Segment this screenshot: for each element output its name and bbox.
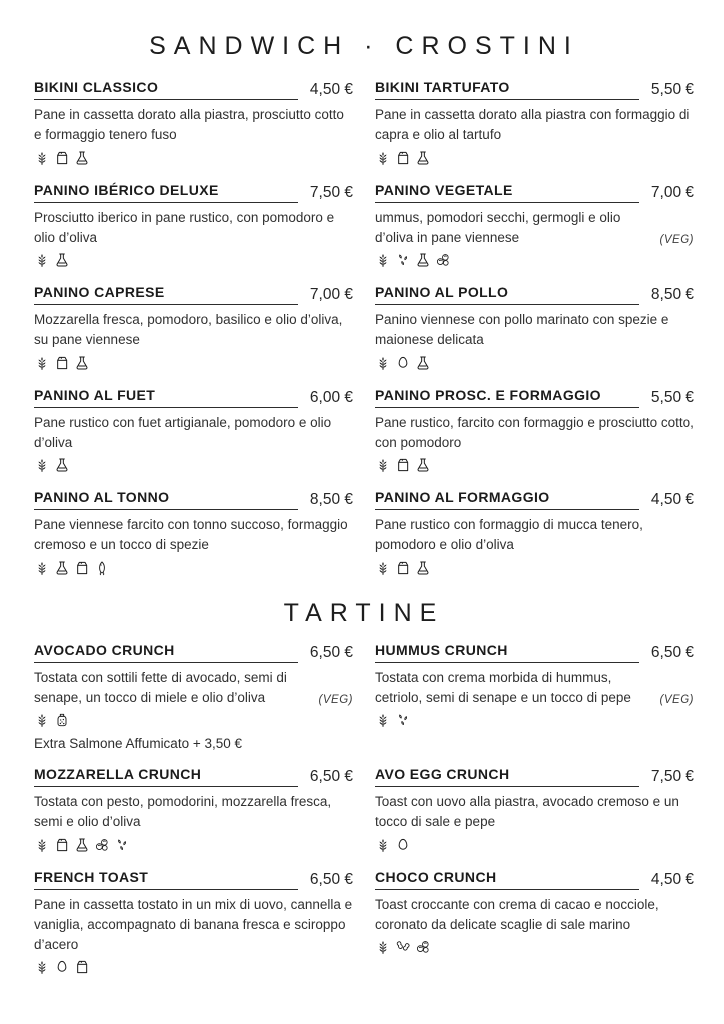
- allergen-icons: [375, 836, 694, 854]
- gluten-icon: [375, 457, 391, 473]
- nuts-icon: [415, 939, 431, 955]
- menu-item-panino-caprese: [34, 284, 353, 372]
- item-title: PANINO AL FORMAGGIO: [375, 489, 639, 510]
- item-title: AVO EGG CRUNCH: [375, 766, 639, 787]
- sesame-icon: [395, 712, 411, 728]
- item-price: 8,50 €: [309, 491, 353, 508]
- veg-badge: (VEG): [318, 694, 353, 706]
- item-title: PANINO IBÉRICO DELUXE: [34, 182, 298, 203]
- item-title: CHOCO CRUNCH: [375, 869, 639, 890]
- item-price: 6,50 €: [309, 643, 353, 661]
- item-price: 4,50 €: [650, 491, 694, 508]
- menu-item-bikini-classico: [34, 79, 353, 167]
- menu-item-bikini-tartufato: [375, 79, 694, 167]
- allergen-icons: [34, 251, 353, 269]
- allergen-icons: [34, 836, 353, 854]
- allergen-icons: [375, 149, 694, 167]
- item-header: [34, 182, 353, 203]
- allergen-icons: [375, 456, 694, 474]
- item-header: [375, 766, 694, 787]
- item-header: [375, 79, 694, 100]
- item-price: 7,50 €: [650, 768, 694, 785]
- item-title: MOZZARELLA CRUNCH: [34, 766, 298, 787]
- item-price: 4,50 €: [309, 81, 353, 98]
- gluten-icon: [375, 560, 391, 576]
- menu-item-panino-al-pollo: [375, 284, 694, 372]
- allergen-icons: [34, 711, 353, 729]
- item-title: PANINO AL TONNO: [34, 489, 298, 510]
- menu-item-mozzarella-crunch: [34, 766, 353, 854]
- allergen-icons: [375, 711, 694, 729]
- item-price: 6,00 €: [309, 388, 353, 406]
- allergen-icons: [375, 251, 694, 269]
- item-description: Pane viennese farcito con tonno succoso, formaggio cremoso e un tocco di spezie: [34, 517, 348, 553]
- item-description: Toast con uovo alla piastra, avocado cremoso e un tocco di sale e pepe: [375, 794, 679, 830]
- item-title: PANINO VEGETALE: [375, 182, 639, 203]
- menu-item-avocado-crunch: [34, 642, 353, 752]
- item-title: BIKINI CLASSICO: [34, 79, 298, 100]
- gluten-icon: [375, 252, 391, 268]
- item-header: [375, 387, 694, 408]
- item-header: [375, 182, 694, 203]
- item-description: Tostata con sottili fette di avocado, semi di senape, un tocco di miele e olio d’oliva: [34, 669, 287, 705]
- sulfites-icon: [415, 150, 431, 166]
- item-description: Tostata con crema morbida di hummus, cetriolo, semi di senape e un tocco di pepe: [375, 669, 631, 705]
- item-description: Prosciutto iberico in pane rustico, con pomodoro e olio d’oliva: [34, 209, 335, 245]
- gluten-icon: [375, 939, 391, 955]
- gluten-icon: [34, 252, 50, 268]
- gluten-icon: [375, 150, 391, 166]
- gluten-icon: [34, 959, 50, 975]
- item-title: PANINO CAPRESE: [34, 284, 298, 305]
- item-price: 5,50 €: [650, 388, 694, 406]
- menu-item-hummus-crunch: [375, 642, 694, 752]
- gluten-icon: [34, 837, 50, 853]
- item-price: 5,50 €: [650, 81, 694, 98]
- menu-item-panino-prosc-e-formaggio: [375, 387, 694, 475]
- allergen-icons: [34, 354, 353, 372]
- item-title: FRENCH TOAST: [34, 869, 298, 890]
- dairy-icon: [395, 457, 411, 473]
- item-description: Toast croccante con crema di cacao e nocciole, coronato da delicate scaglie di sale marino: [375, 896, 659, 932]
- item-price: 4,50 €: [650, 870, 694, 888]
- item-header: [375, 642, 694, 663]
- menu-item-choco-crunch: [375, 869, 694, 977]
- sulfites-icon: [415, 355, 431, 371]
- allergen-icons: [34, 456, 353, 474]
- egg-icon: [395, 355, 411, 371]
- dairy-icon: [54, 837, 70, 853]
- item-title: AVOCADO CRUNCH: [34, 642, 298, 663]
- menu-item-panino-al-fuet: [34, 387, 353, 475]
- item-description: ummus, pomodori secchi, germogli e olio d’oliva in pane viennese: [375, 209, 621, 245]
- item-price: 6,50 €: [309, 870, 353, 888]
- item-title: BIKINI TARTUFATO: [375, 79, 639, 100]
- sulfites-icon: [74, 355, 90, 371]
- menu-item-french-toast: [34, 869, 353, 977]
- item-price: 7,00 €: [309, 286, 353, 303]
- allergen-icons: [34, 559, 353, 577]
- item-description: Pane rustico con formaggio di mucca tenero, pomodoro e olio d’oliva: [375, 517, 643, 553]
- sulfites-icon: [54, 457, 70, 473]
- veg-badge: (VEG): [659, 234, 694, 246]
- item-header: [34, 766, 353, 787]
- item-title: PANINO PROSC. E FORMAGGIO: [375, 387, 639, 408]
- nuts-icon: [435, 252, 451, 268]
- extra-note: Extra Salmone Affumicato + 3,50 €: [34, 736, 242, 751]
- item-header: [375, 284, 694, 305]
- sulfites-icon: [415, 560, 431, 576]
- gluten-icon: [375, 712, 391, 728]
- dairy-icon: [54, 150, 70, 166]
- item-header: [34, 284, 353, 305]
- tartine-grid: [34, 642, 694, 977]
- nuts-icon: [94, 837, 110, 853]
- item-price: 8,50 €: [650, 286, 694, 303]
- menu-item-panino-al-tonno: [34, 489, 353, 577]
- gluten-icon: [375, 355, 391, 371]
- item-price: 7,00 €: [650, 183, 694, 201]
- gluten-icon: [34, 560, 50, 576]
- item-header: [34, 387, 353, 408]
- item-price: 6,50 €: [309, 768, 353, 785]
- item-title: HUMMUS CRUNCH: [375, 642, 639, 663]
- allergen-icons: [34, 149, 353, 167]
- peanuts-icon: [395, 939, 411, 955]
- item-description: Panino viennese con pollo marinato con spezie e maionese delicata: [375, 312, 669, 348]
- sulfites-icon: [74, 150, 90, 166]
- item-description: Pane rustico, farcito con formaggio e prosciutto cotto, con pomodoro: [375, 414, 694, 450]
- item-title: PANINO AL POLLO: [375, 284, 639, 305]
- item-header: [34, 79, 353, 100]
- fish-icon: [94, 560, 110, 576]
- gluten-icon: [34, 712, 50, 728]
- item-header: [375, 869, 694, 890]
- menu-item-panino-iberico-deluxe: [34, 182, 353, 270]
- gluten-icon: [375, 837, 391, 853]
- item-description: Pane rustico con fuet artigianale, pomodoro e olio d’oliva: [34, 414, 332, 450]
- gluten-icon: [34, 150, 50, 166]
- sulfites-icon: [415, 252, 431, 268]
- menu-item-panino-al-formaggio: [375, 489, 694, 577]
- item-price: 6,50 €: [650, 643, 694, 661]
- item-description: Pane in cassetta dorato alla piastra, prosciutto cotto e formaggio tenero fuso: [34, 107, 344, 143]
- menu-item-avo-egg-crunch: [375, 766, 694, 854]
- gluten-icon: [34, 355, 50, 371]
- section-title-tartine: TARTINE: [283, 598, 445, 627]
- item-description: Mozzarella fresca, pomodoro, basilico e olio d’oliva, su pane viennese: [34, 312, 343, 348]
- item-price: 7,50 €: [309, 183, 353, 201]
- sulfites-icon: [74, 837, 90, 853]
- item-header: [34, 869, 353, 890]
- sulfites-icon: [415, 457, 431, 473]
- allergen-icons: [375, 354, 694, 372]
- veg-badge: (VEG): [659, 694, 694, 706]
- sulfites-icon: [54, 560, 70, 576]
- mustard-icon: [54, 712, 70, 728]
- item-header: [375, 489, 694, 510]
- menu-item-panino-vegetale: [375, 182, 694, 270]
- dairy-icon: [74, 560, 90, 576]
- egg-icon: [395, 837, 411, 853]
- item-header: [34, 642, 353, 663]
- dairy-icon: [74, 959, 90, 975]
- sesame-icon: [114, 837, 130, 853]
- item-title: PANINO AL FUET: [34, 387, 298, 408]
- item-description: Pane in cassetta dorato alla piastra con formaggio di capra e olio al tartufo: [375, 107, 690, 143]
- item-description: Pane in cassetta tostato in un mix di uovo, cannella e vaniglia, accompagnato di banana fresca e sciroppo d’acero: [34, 896, 353, 952]
- dairy-icon: [395, 150, 411, 166]
- allergen-icons: [375, 559, 694, 577]
- sandwich-crostini-grid: [34, 79, 694, 577]
- egg-icon: [54, 959, 70, 975]
- allergen-icons: [375, 938, 694, 956]
- section-title-sandwich-crostini: SANDWICH · CROSTINI: [149, 32, 579, 60]
- dairy-icon: [395, 560, 411, 576]
- sulfites-icon: [54, 252, 70, 268]
- item-description: Tostata con pesto, pomodorini, mozzarella fresca, semi e olio d’oliva: [34, 794, 332, 830]
- allergen-icons: [34, 958, 353, 976]
- dairy-icon: [54, 355, 70, 371]
- gluten-icon: [34, 457, 50, 473]
- item-header: [34, 489, 353, 510]
- sesame-icon: [395, 252, 411, 268]
